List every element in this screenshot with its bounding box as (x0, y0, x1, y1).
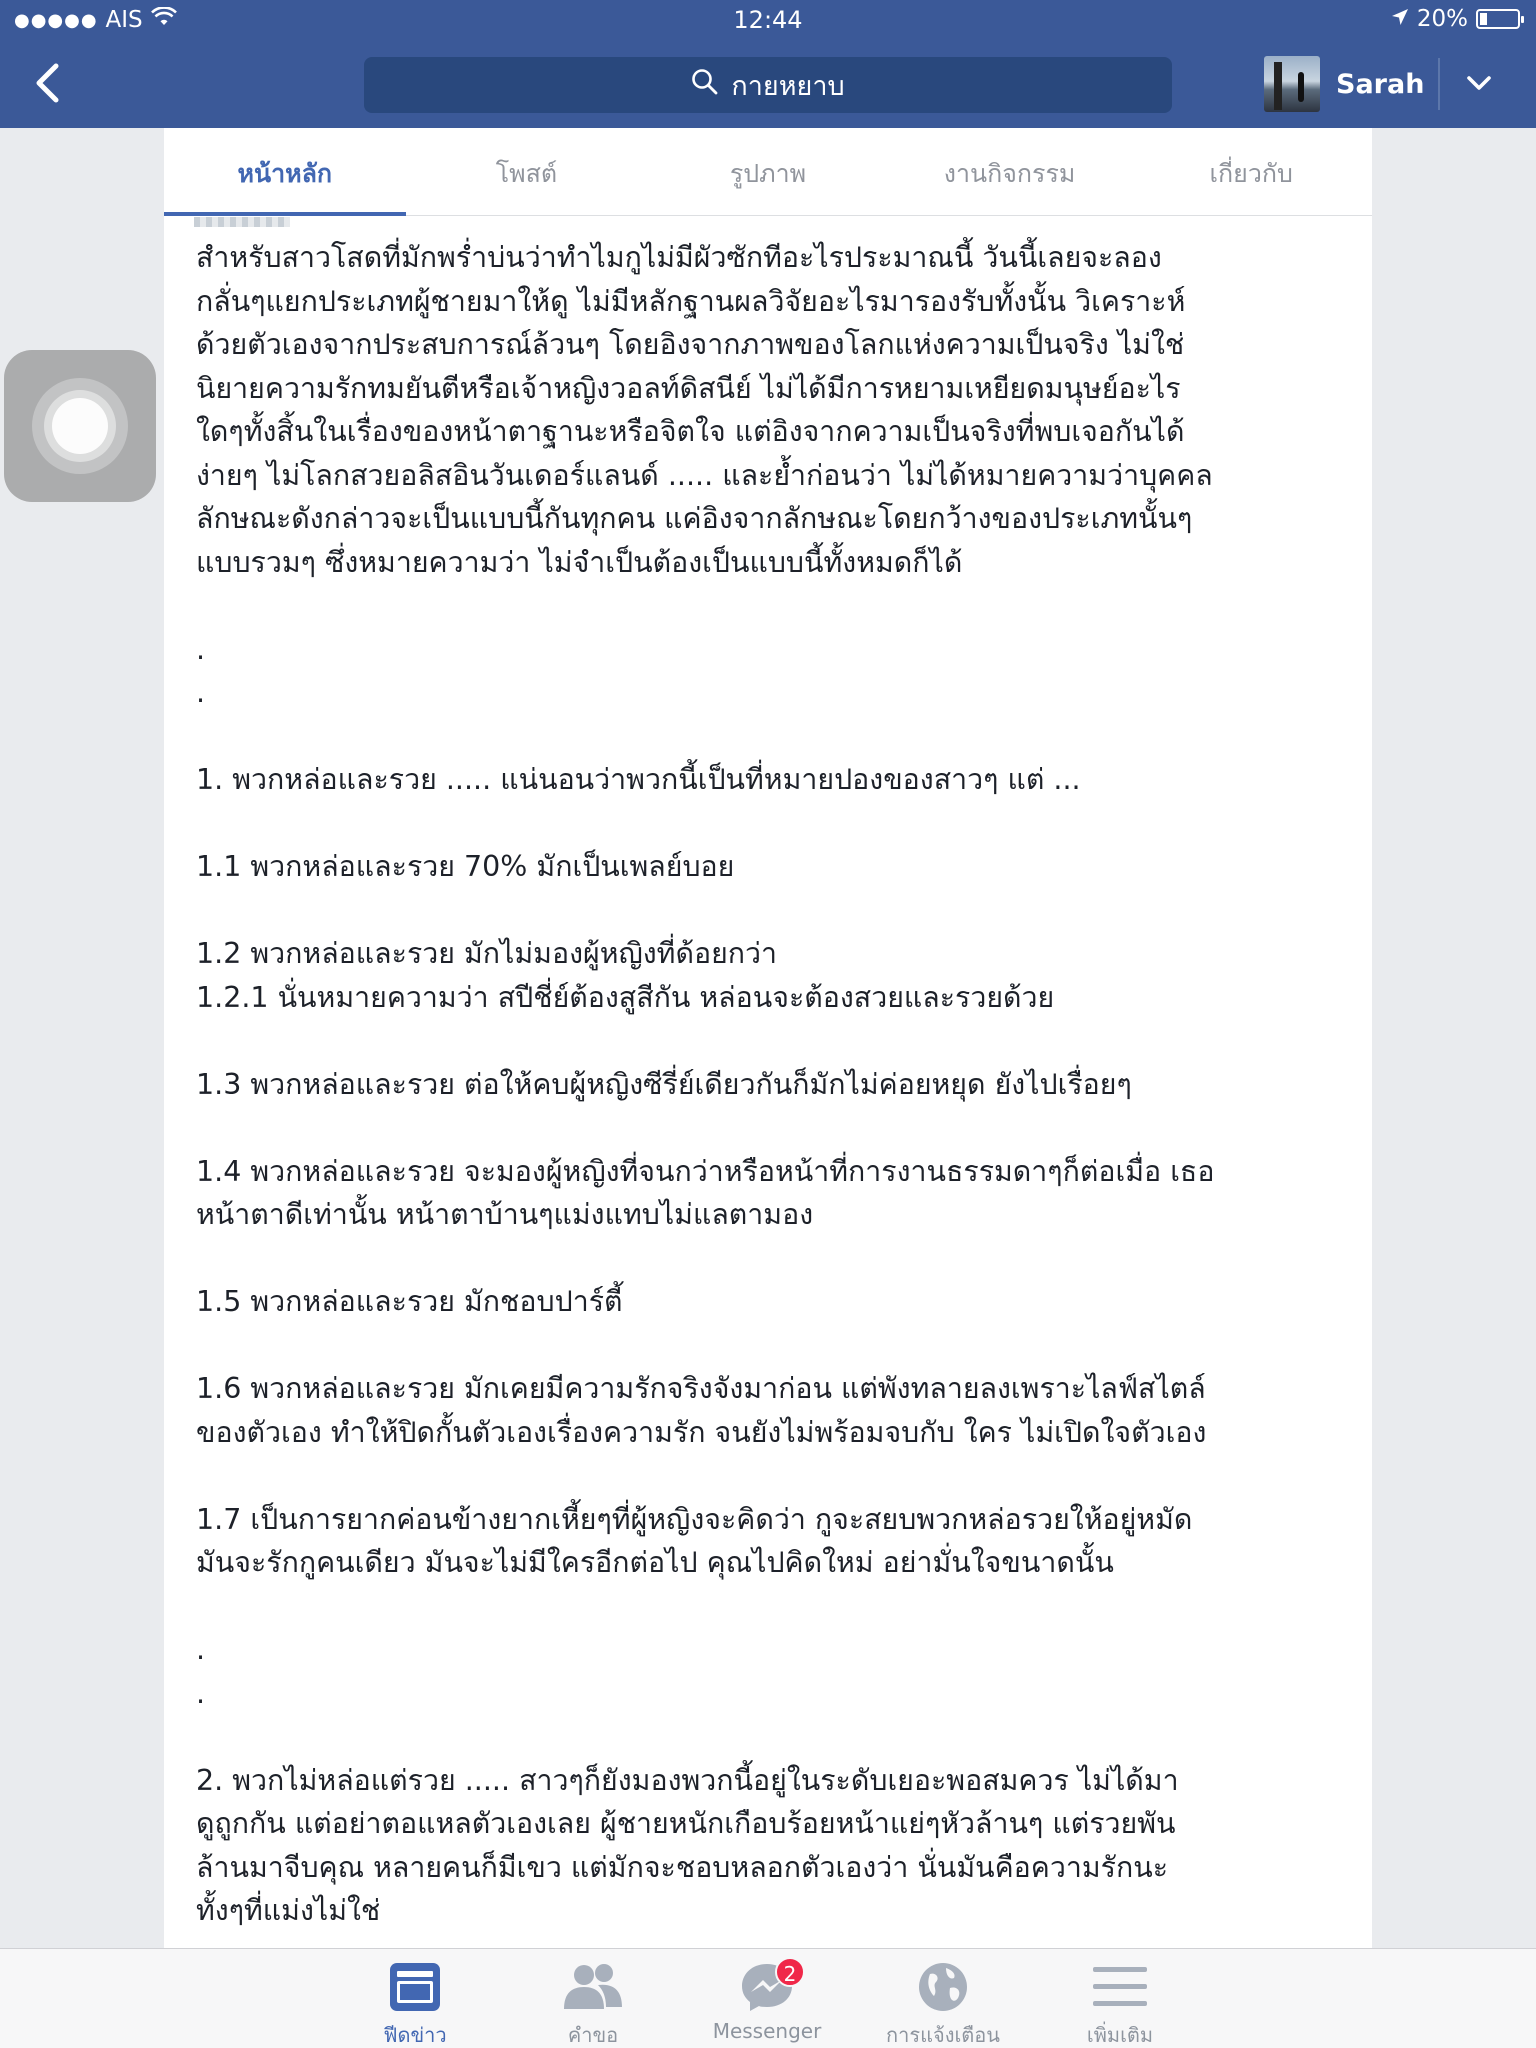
bottom-tab-label: เพิ่มเติม (1086, 2023, 1154, 2047)
top-navigation-bar (0, 0, 1536, 128)
post-image-edge (194, 217, 290, 227)
search-field[interactable] (364, 57, 1172, 113)
tab-photos[interactable]: รูปภาพ (729, 159, 807, 188)
battery-icon (1476, 9, 1520, 29)
header-divider (1438, 58, 1440, 110)
location-arrow-icon (1391, 6, 1409, 32)
clock: 12:44 (733, 6, 803, 34)
chevron-down-icon (1462, 66, 1496, 100)
bottom-tab-label: ฟีดข่าว (383, 2023, 447, 2047)
friend-requests-icon (513, 1959, 673, 2015)
avatar (1264, 56, 1320, 112)
signal-strength-icon: ●●●●● (14, 9, 98, 31)
search-icon (691, 68, 719, 103)
menu-icon (1040, 1959, 1200, 2015)
post-text: สำหรับสาวโสดที่มักพร่ำบ่นว่าทำไมกูไม่มีผัวซักทีอะไรประมาณนี้ วันนี้เลยจะลอง กลั่นๆแยกประเภทผู้ชายมาให้ดู ไม่มีหลักฐานผลวิจัยอะไรมารองรับทั้งนั้น วิเคราะห์ ด้วยตัวเองจากประสบการณ์ล้วนๆ โดยอิงจากภาพของโลกแห่งความเป็นจริง ไม่ใช่ นิยายความรักทมยันตีหรือเจ้าหญิงวอลท์ดิสนีย์ ไม่ได้มีการหยามเหยียดมนุษย์อะไร ใดๆทั้งสิ้นในเรื่องของหน้าตาฐานะหรือจิตใจ แต่อิงจากความเป็นจริงที่พบเจอกันได้ ง่ายๆ ไม่โลกสวยอลิสอินวันเดอร์แลนด์ ..... และย้ำก่อนว่า ไม่ได้หมายความว่าบุคคล ลักษณะดังกล่าวจะเป็นแบบนี้กันทุกคน แค่อิงจากลักษณะโดยกว้างของประเภทนั้นๆ แบบรวมๆ ซึ่งหมายความว่า ไม่จำเป็นต้องเป็นแบบนี้ทั้งหมดก็ได้ . . 1. พวกหล่อและรวย ..... แน่นอนว่าพวกนี้เป็นที่หมายปองของสาวๆ แต่ ... 1.1 พวกหล่อและรวย 70% มักเป็นเพลย์บอย 1.2 พวกหล่อและรวย มักไม่มองผู้หญิงที่ด้อยกว่า 1.2.1 นั่นหมายความว่า สปีชี่ย์ต้องสูสีกัน หล่อนจะต้องสวยและรวยด้วย 1.3 พวกหล่อและรวย ต่อให้คบผู้หญิงซีรี่ย์เดียวกันก็มักไม่ค่อยหยุด ยังไปเรื่อยๆ 1.4 พวกหล่อและรวย จะมองผู้หญิงที่จนกว่าหรือหน้าที่การงานธรรมดาๆก็ต่อเมื่อ เธอ หน้าตาดีเท่านั้น หน้าตาบ้านๆแม่งแทบไม่แลตามอง 1.5 พวกหล่อและรวย มักชอบปาร์ตี้ 1.6 พวกหล่อและรวย มักเคยมีความรักจริงจังมาก่อน แต่พังทลายลงเพราะไลฟ์สไตล์ ของตัวเอง ทำให้ปิดกั้นตัวเองเรื่องความรัก จนยังไม่พร้อมจบกับ ใคร ไม่เปิดใจตัวเอง 1.7 เป็นการยากค่อนข้างยากเหี้ยๆที่ผู้หญิงจะคิดว่า กูจะสยบพวกหล่อรวยให้อยู่หมัด มันจะรักกูคนเดียว มันจะไม่มีใครอีกต่อไป คุณไปคิดใหม่ อย่ามั่นใจขนาดนั้น . . 2. พวกไม่หล่อแต่รวย ..... สาวๆก็ยังมองพวกนี้อยู่ในระดับเยอะพอสมควร ไม่ได้มา ดูถูกกัน แต่อย่าตอแหลตัวเองเลย ผู้ชายหนักเกือบร้อยหน้าแย่ๆหัวล้านๆ แต่รวยพัน ล้านมาจีบคุณ หลายคนก็มีเขว แต่มักจะชอบหลอกตัวเองว่า นั่นมันคือความรักนะ ทั้งๆที่แม่งไม่ใช่ (196, 241, 1215, 1927)
bottom-tab-more[interactable] (1040, 1959, 1200, 2047)
bottom-tab-notifications[interactable] (863, 1959, 1023, 2047)
battery-percent: 20% (1416, 6, 1468, 32)
page-content-card (164, 128, 1372, 1948)
globe-notifications-icon (863, 1959, 1023, 2015)
assistive-touch-ring-inner (52, 398, 108, 454)
bottom-tab-label: คำขอ (567, 2023, 619, 2047)
bottom-tab-messenger[interactable] (687, 1959, 847, 2047)
status-bar (0, 0, 1536, 40)
back-chevron-icon (26, 60, 72, 106)
bottom-tab-bar (0, 1948, 1536, 2048)
tab-posts[interactable]: โพสต์ (495, 159, 558, 188)
tab-events[interactable]: งานกิจกรรม (943, 159, 1076, 188)
assistive-touch-button[interactable] (4, 350, 156, 502)
news-feed-icon (335, 1959, 495, 2015)
tab-home[interactable]: หน้าหลัก (164, 128, 406, 215)
carrier-name: AIS (105, 7, 143, 33)
bottom-tab-news-feed[interactable] (335, 1959, 495, 2047)
bottom-tab-requests[interactable] (513, 1959, 673, 2047)
messenger-badge: 2 (775, 1957, 805, 1987)
messenger-icon (687, 1959, 847, 2015)
profile-shortcut[interactable] (1264, 55, 1424, 113)
search-query-text: กายหยาบ (731, 70, 845, 102)
battery-group (1391, 6, 1520, 32)
account-menu-button[interactable] (1462, 66, 1496, 100)
tab-about[interactable]: เกี่ยวกับ (1209, 159, 1293, 188)
page-tabs (164, 128, 1372, 216)
profile-name: Sarah (1336, 68, 1425, 100)
back-button[interactable] (26, 60, 72, 106)
bottom-tab-label: Messenger (712, 2019, 822, 2043)
bottom-tab-label: การแจ้งเตือน (886, 2023, 1000, 2047)
battery-level-fill (1480, 13, 1487, 25)
